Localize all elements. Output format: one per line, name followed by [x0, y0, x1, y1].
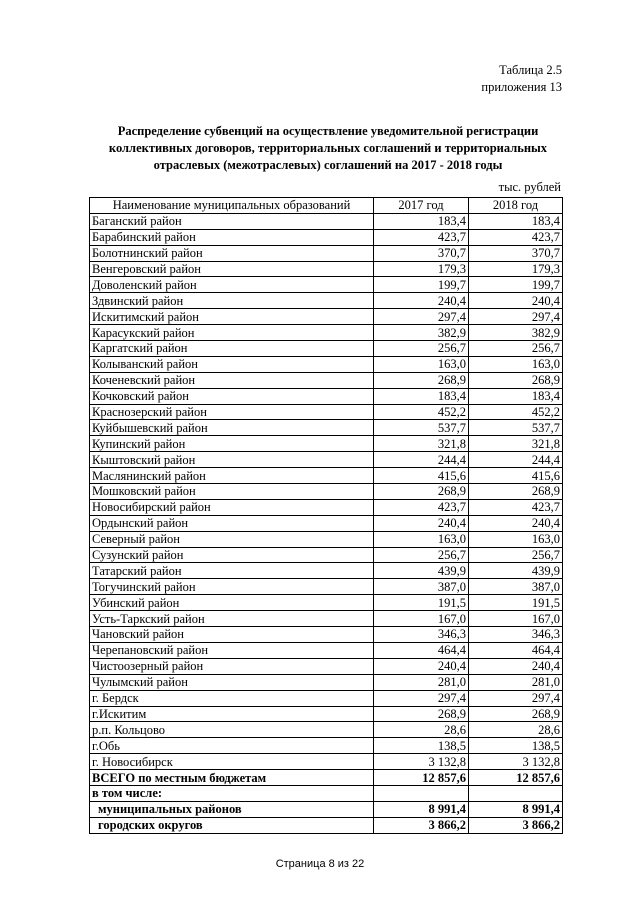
table-row — [90, 738, 563, 754]
row-2017-cell: 439,9 — [374, 563, 469, 579]
table-row — [90, 547, 563, 563]
row-name-cell: Баганский район — [90, 213, 374, 229]
table-row — [90, 213, 563, 229]
row-2017-cell: 240,4 — [374, 658, 469, 674]
row-2017-cell: 138,5 — [374, 738, 469, 754]
row-2017-cell: 370,7 — [374, 245, 469, 261]
row-2018-cell: 12 857,6 — [469, 770, 563, 786]
row-2017-cell: 240,4 — [374, 293, 469, 309]
row-2018-cell: 415,6 — [469, 468, 563, 484]
column-header-2018: 2018 год — [469, 198, 563, 214]
row-2018-cell: 240,4 — [469, 293, 563, 309]
table-row — [90, 325, 563, 341]
row-2017-cell: 297,4 — [374, 309, 469, 325]
table-row — [90, 801, 563, 817]
row-2017-cell: 12 857,6 — [374, 770, 469, 786]
row-2018-cell: 452,2 — [469, 404, 563, 420]
row-2018-cell: 387,0 — [469, 579, 563, 595]
row-2017-cell: 268,9 — [374, 372, 469, 388]
row-2017-cell: 163,0 — [374, 356, 469, 372]
row-2017-cell: 28,6 — [374, 722, 469, 738]
table-label: Таблица 2.5 — [499, 63, 562, 77]
row-2017-cell: 256,7 — [374, 341, 469, 357]
table-row — [90, 388, 563, 404]
row-name-cell: муниципальных районов — [90, 801, 374, 817]
table-row — [90, 770, 563, 786]
table-row — [90, 642, 563, 658]
row-2018-cell: 3 866,2 — [469, 817, 563, 833]
row-2017-cell: 415,6 — [374, 468, 469, 484]
row-name-cell: Северный район — [90, 531, 374, 547]
row-name-cell: городских округов — [90, 817, 374, 833]
row-2018-cell: 423,7 — [469, 499, 563, 515]
row-name-cell: Тогучинский район — [90, 579, 374, 595]
row-name-cell: Коченевский район — [90, 372, 374, 388]
table-row — [90, 563, 563, 579]
row-2018-cell: 167,0 — [469, 611, 563, 627]
row-2018-cell: 537,7 — [469, 420, 563, 436]
row-2017-cell: 3 866,2 — [374, 817, 469, 833]
row-2017-cell — [374, 785, 469, 801]
row-name-cell: Сузунский район — [90, 547, 374, 563]
table-row — [90, 627, 563, 643]
row-2018-cell: 3 132,8 — [469, 754, 563, 770]
title-line: коллективных договоров, территориальных соглашений и территориальных — [108, 141, 548, 155]
row-name-cell: г. Новосибирск — [90, 754, 374, 770]
row-2018-cell: 163,0 — [469, 356, 563, 372]
unit-label: тыс. рублей — [498, 180, 561, 194]
row-name-cell: Ордынский район — [90, 515, 374, 531]
table-row — [90, 229, 563, 245]
column-header-name: Наименование муниципальных образований — [90, 198, 374, 214]
row-2017-cell: 256,7 — [374, 547, 469, 563]
table-row — [90, 515, 563, 531]
row-2018-cell: 321,8 — [469, 436, 563, 452]
table-row — [90, 277, 563, 293]
row-name-cell: ВСЕГО по местным бюджетам — [90, 770, 374, 786]
table-row — [90, 595, 563, 611]
table-row — [90, 674, 563, 690]
document-title — [90, 123, 566, 174]
table-row — [90, 611, 563, 627]
row-2017-cell: 346,3 — [374, 627, 469, 643]
row-2018-cell: 163,0 — [469, 531, 563, 547]
row-2018-cell: 191,5 — [469, 595, 563, 611]
row-name-cell: Маслянинский район — [90, 468, 374, 484]
row-name-cell: г.Обь — [90, 738, 374, 754]
row-2018-cell: 183,4 — [469, 213, 563, 229]
row-name-cell: Чистоозерный район — [90, 658, 374, 674]
row-name-cell: Усть-Таркский район — [90, 611, 374, 627]
row-2018-cell: 464,4 — [469, 642, 563, 658]
row-2018-cell: 240,4 — [469, 515, 563, 531]
row-name-cell: Венгеровский район — [90, 261, 374, 277]
table-row — [90, 499, 563, 515]
table-row — [90, 245, 563, 261]
table-row — [90, 754, 563, 770]
table-row — [90, 309, 563, 325]
table-row — [90, 722, 563, 738]
row-2018-cell: 268,9 — [469, 484, 563, 500]
row-name-cell: Здвинский район — [90, 293, 374, 309]
row-name-cell: р.п. Кольцово — [90, 722, 374, 738]
row-2017-cell: 179,3 — [374, 261, 469, 277]
row-2017-cell: 268,9 — [374, 706, 469, 722]
row-2017-cell: 163,0 — [374, 531, 469, 547]
row-2018-cell: 268,9 — [469, 372, 563, 388]
table-row — [90, 261, 563, 277]
row-2018-cell: 256,7 — [469, 547, 563, 563]
row-2017-cell: 537,7 — [374, 420, 469, 436]
table-row — [90, 531, 563, 547]
row-2018-cell: 297,4 — [469, 690, 563, 706]
row-2017-cell: 464,4 — [374, 642, 469, 658]
row-name-cell: Болотнинский район — [90, 245, 374, 261]
row-2018-cell — [469, 785, 563, 801]
table-row — [90, 785, 563, 801]
table-row — [90, 356, 563, 372]
table-row — [90, 690, 563, 706]
row-2017-cell: 191,5 — [374, 595, 469, 611]
table-row — [90, 293, 563, 309]
row-2017-cell: 183,4 — [374, 213, 469, 229]
row-2017-cell: 183,4 — [374, 388, 469, 404]
subvention-table — [89, 197, 563, 834]
table-reference — [481, 62, 562, 96]
table-row — [90, 404, 563, 420]
row-2017-cell: 167,0 — [374, 611, 469, 627]
row-name-cell: Новосибирский район — [90, 499, 374, 515]
row-2018-cell: 179,3 — [469, 261, 563, 277]
row-2018-cell: 281,0 — [469, 674, 563, 690]
row-2017-cell: 268,9 — [374, 484, 469, 500]
row-name-cell: Искитимский район — [90, 309, 374, 325]
table-row — [90, 436, 563, 452]
row-2018-cell: 439,9 — [469, 563, 563, 579]
row-2017-cell: 297,4 — [374, 690, 469, 706]
column-header-2017: 2017 год — [374, 198, 469, 214]
row-name-cell: Каргатский район — [90, 341, 374, 357]
row-name-cell: Убинский район — [90, 595, 374, 611]
row-2018-cell: 8 991,4 — [469, 801, 563, 817]
row-2017-cell: 281,0 — [374, 674, 469, 690]
row-2018-cell: 346,3 — [469, 627, 563, 643]
row-name-cell: Колыванский район — [90, 356, 374, 372]
table-row — [90, 706, 563, 722]
row-2017-cell: 423,7 — [374, 229, 469, 245]
row-2017-cell: 3 132,8 — [374, 754, 469, 770]
row-2018-cell: 199,7 — [469, 277, 563, 293]
table-header-row — [90, 198, 563, 214]
title-line: отраслевых (межотраслевых) соглашений на 2017 - 2018 годы — [153, 158, 503, 172]
row-2017-cell: 382,9 — [374, 325, 469, 341]
row-2018-cell: 382,9 — [469, 325, 563, 341]
row-name-cell: г.Искитим — [90, 706, 374, 722]
row-name-cell: Черепановский район — [90, 642, 374, 658]
row-2017-cell: 8 991,4 — [374, 801, 469, 817]
row-name-cell: Кочковский район — [90, 388, 374, 404]
table-row — [90, 341, 563, 357]
row-name-cell: Мошковский район — [90, 484, 374, 500]
table-row — [90, 468, 563, 484]
row-2018-cell: 423,7 — [469, 229, 563, 245]
table-row — [90, 817, 563, 833]
row-2017-cell: 452,2 — [374, 404, 469, 420]
row-name-cell: Доволенский район — [90, 277, 374, 293]
row-name-cell: Карасукский район — [90, 325, 374, 341]
table-row — [90, 658, 563, 674]
row-2017-cell: 244,4 — [374, 452, 469, 468]
table-row — [90, 420, 563, 436]
row-name-cell: Кыштовский район — [90, 452, 374, 468]
row-name-cell: г. Бердск — [90, 690, 374, 706]
row-2018-cell: 183,4 — [469, 388, 563, 404]
appendix-label: приложения 13 — [481, 80, 562, 94]
row-name-cell: Купинский район — [90, 436, 374, 452]
row-2017-cell: 423,7 — [374, 499, 469, 515]
row-name-cell: Куйбышевский район — [90, 420, 374, 436]
row-2018-cell: 138,5 — [469, 738, 563, 754]
table-row — [90, 452, 563, 468]
title-line: Распределение субвенций на осуществление уведомительной регистрации — [117, 124, 539, 138]
row-2018-cell: 268,9 — [469, 706, 563, 722]
table-row — [90, 484, 563, 500]
row-2018-cell: 28,6 — [469, 722, 563, 738]
row-2017-cell: 387,0 — [374, 579, 469, 595]
row-2017-cell: 240,4 — [374, 515, 469, 531]
row-2018-cell: 240,4 — [469, 658, 563, 674]
row-name-cell: Барабинский район — [90, 229, 374, 245]
page-number: Страница 8 из 22 — [275, 858, 365, 870]
row-name-cell: Татарский район — [90, 563, 374, 579]
row-name-cell: Краснозерский район — [90, 404, 374, 420]
table-row — [90, 372, 563, 388]
row-2017-cell: 321,8 — [374, 436, 469, 452]
row-name-cell: Чулымский район — [90, 674, 374, 690]
row-2018-cell: 297,4 — [469, 309, 563, 325]
row-2017-cell: 199,7 — [374, 277, 469, 293]
row-name-cell: в том числе: — [90, 785, 374, 801]
table-row — [90, 579, 563, 595]
row-name-cell: Чановский район — [90, 627, 374, 643]
row-2018-cell: 244,4 — [469, 452, 563, 468]
row-2018-cell: 256,7 — [469, 341, 563, 357]
row-2018-cell: 370,7 — [469, 245, 563, 261]
